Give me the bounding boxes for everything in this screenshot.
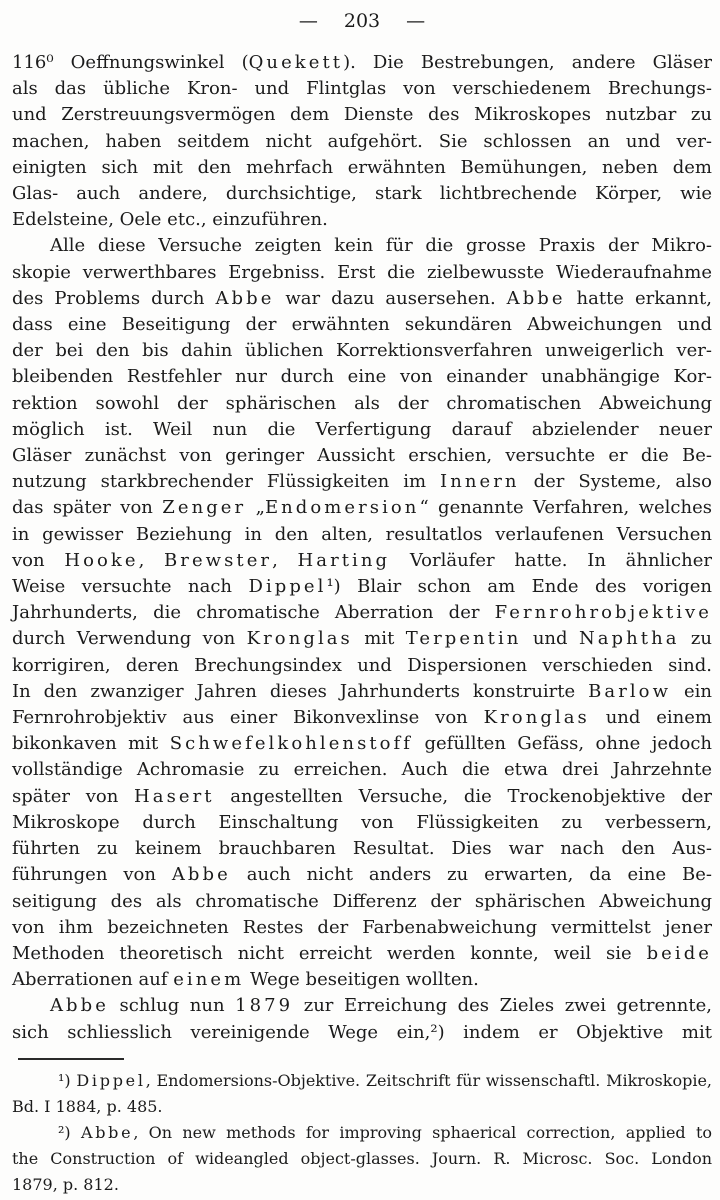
text-line (12, 810, 712, 836)
letterspaced-segment: Kronglas (246, 628, 353, 650)
text-segment: führten zu keinem brauchbaren Resultat. Dies war nach den Aus- (12, 838, 712, 860)
text-segment: bikonkaven mit (12, 733, 170, 755)
body-paragraph (12, 50, 712, 233)
text-segment: korrigiren, deren Brechungsindex und Dispersionen verschieden sind. (12, 654, 712, 676)
footnote (12, 1120, 712, 1198)
text-line (12, 1120, 712, 1146)
text-segment: und (521, 628, 579, 650)
text-line (12, 1068, 712, 1094)
text-line (12, 50, 712, 76)
text-line (12, 731, 712, 757)
text-segment: zu (679, 628, 712, 650)
letterspaced-segment: Abbe (80, 1122, 134, 1142)
text-segment: seitigung des als chromatische Differenz der sphärischen Abweichung (12, 890, 712, 912)
text-segment: von ihm bezeichneten Restes der Farbenabweichung vermittelst jener (12, 916, 712, 938)
letterspaced-segment: Abbe (506, 287, 566, 309)
text-line (12, 286, 712, 312)
text-segment: in gewisser Beziehung in den alten, resultatlos verlaufenen Versuchen (12, 523, 712, 545)
text-line (12, 233, 712, 259)
text-segment: rektion sowohl der sphärischen als der chromatischen Abweichung (12, 392, 712, 414)
text-segment: , On new methods for improving sphaerical correction, applied to (133, 1122, 713, 1142)
text-segment: Glas- auch andere, durchsichtige, stark lichtbrechende Körper, wie (12, 183, 712, 205)
text-segment: war dazu ausersehen. (274, 287, 507, 309)
letterspaced-segment: Quekett (248, 52, 344, 73)
page-header (12, 8, 712, 34)
text-segment: 116⁰ Oeffnungswinkel ( (12, 52, 249, 73)
letterspaced-segment: Harting (297, 549, 391, 571)
letterspaced-segment: Abbe (50, 995, 109, 1017)
letterspaced-segment: Hooke (64, 549, 139, 571)
header-dash-right: — (406, 10, 426, 32)
text-segment: nutzung starkbrechender Flüssigkeiten im (12, 471, 441, 493)
text-segment: machen, haben seitdem nicht aufgehört. Sie schlossen an und ver- (12, 130, 712, 152)
header-dash-left: — (298, 10, 318, 32)
text-segment: ²) (58, 1122, 81, 1142)
letterspaced-segment: Brewster (164, 549, 273, 571)
text-segment: „ (246, 497, 265, 519)
letterspaced-segment: einem (173, 969, 245, 991)
text-segment: des Problems durch (12, 287, 216, 309)
text-line (12, 181, 712, 207)
text-line (12, 129, 712, 155)
text-segment: Aberrationen auf (12, 969, 174, 991)
text-segment: , Endomersions-Objektive. Zeitschrift für wissenschaftl. Mikroskopie, (145, 1070, 713, 1090)
text-segment: der Systeme, also (519, 471, 712, 493)
letterspaced-segment: Fernrohrobjektive (494, 602, 712, 624)
text-segment: Weise versuchte nach (12, 576, 249, 598)
text-segment: Alle diese Versuche zeigten kein für die grosse Praxis der Mikro- (50, 235, 712, 257)
text-line (12, 102, 712, 128)
text-segment: Gläser zunächst von geringer Aussicht erschien, versuchte er die Be- (12, 445, 712, 467)
text-line (12, 967, 712, 993)
text-segment: In den zwanziger Jahren dieses Jahrhunderts konstruirte (12, 680, 589, 702)
text-line (12, 76, 712, 102)
text-line (12, 653, 712, 679)
text-line (12, 600, 712, 626)
text-line (12, 941, 712, 967)
text-segment: ein (671, 680, 712, 702)
text-segment: Bd. I 1884, p. 485. (12, 1096, 163, 1116)
letterspaced-segment: Hasert (134, 785, 215, 807)
text-segment: hatte erkannt, (565, 287, 712, 309)
text-segment: von (12, 549, 65, 571)
text-segment: später von (12, 785, 135, 807)
text-line (12, 626, 712, 652)
text-line (12, 364, 712, 390)
text-segment: das später von (12, 497, 163, 519)
letterspaced-segment: Dippel (76, 1070, 146, 1090)
text-line (12, 155, 712, 181)
text-segment: Mikroskope durch Einschaltung von Flüssigkeiten zu verbessern, (12, 811, 712, 833)
text-line (12, 1172, 712, 1198)
text-line (12, 338, 712, 364)
text-line (12, 443, 712, 469)
body-paragraph (12, 233, 712, 993)
text-segment: ). Die Bestrebungen, andere Gläser (343, 52, 712, 73)
text-line (12, 1094, 712, 1120)
text-segment: bleibenden Restfehler nur durch eine von einander unabhängige Kor- (12, 366, 712, 388)
letterspaced-segment: Terpentin (405, 628, 522, 650)
letterspaced-segment: Abbe (215, 287, 275, 309)
text-line (12, 705, 712, 731)
text-segment: der bei den bis dahin üblichen Korrektionsverfahren unweigerlich ver- (12, 340, 712, 362)
text-segment: möglich ist. Weil nun die Verfertigung darauf abzielender neuer (12, 418, 712, 440)
letterspaced-segment: Endomersion (264, 497, 420, 519)
text-segment: auch nicht anders zu erwarten, da eine Be- (230, 864, 713, 886)
text-segment: als das übliche Kron- und Flintglas von verschiedenem Brechungs- (12, 78, 712, 100)
letterspaced-segment: beide (646, 942, 712, 964)
text-line (12, 260, 712, 286)
text-segment: Edelsteine, Oele etc., einzuführen. (12, 209, 328, 231)
letterspaced-segment: Schwefelkohlenstoff (169, 733, 413, 755)
text-segment: skopie verwerthbares Ergebniss. Erst die zielbewusste Wiederaufnahme (12, 261, 712, 283)
text-line (12, 495, 712, 521)
letterspaced-segment: Abbe (171, 864, 231, 886)
text-line (12, 862, 712, 888)
letterspaced-segment: Barlow (588, 680, 672, 702)
text-line (12, 391, 712, 417)
text-segment: the Construction of wideangled object-glasses. Journ. R. Microsc. Soc. London (12, 1148, 712, 1168)
text-line (12, 1146, 712, 1172)
text-segment: , (138, 549, 164, 571)
letterspaced-segment: 1879 (235, 995, 294, 1017)
footnote (12, 1068, 712, 1120)
letterspaced-segment: Dippel (248, 576, 327, 598)
text-segment: dass eine Beseitigung der erwähnten sekundären Abweichungen und (12, 314, 712, 336)
text-segment: und Zerstreuungsvermögen dem Dienste des Mikroskopes nutzbar zu (12, 104, 712, 126)
letterspaced-segment: Zenger (162, 497, 247, 519)
text-segment: mit (352, 628, 406, 650)
text-segment: Fernrohrobjektiv aus einer Bikonvexlinse von (12, 707, 484, 729)
text-segment: Jahrhunderts, die chromatische Aberration der (12, 602, 495, 624)
text-line (12, 548, 712, 574)
text-segment: führungen von (12, 864, 172, 886)
letterspaced-segment: Innern (440, 471, 520, 493)
text-segment: Methoden theoretisch nicht erreicht werden konnte, weil sie (12, 942, 647, 964)
text-segment: zur Erreichung des Zieles zwei getrennte, (293, 995, 712, 1017)
text-line (12, 889, 712, 915)
text-segment: ¹) (58, 1070, 77, 1090)
footnotes (12, 1068, 712, 1198)
text-line (12, 915, 712, 941)
text-line (12, 207, 712, 233)
text-segment: ¹) Blair schon am Ende des vorigen (326, 576, 712, 598)
text-segment: durch Verwendung von (12, 628, 247, 650)
text-line (12, 836, 712, 862)
text-line (12, 312, 712, 338)
text-line (12, 469, 712, 495)
text-segment: einigten sich mit den mehrfach erwähnten Bemühungen, neben dem (12, 156, 712, 178)
letterspaced-segment: Naphtha (578, 628, 680, 650)
text-line (12, 1020, 712, 1046)
text-line (12, 574, 712, 600)
text-line (12, 757, 712, 783)
letterspaced-segment: Kronglas (483, 707, 590, 729)
text-segment: Vorläufer hatte. In ähnlicher (390, 549, 712, 571)
text-line (12, 522, 712, 548)
text-segment: sich schliesslich vereinigende Wege ein,²) indem er Objektive mit (12, 1021, 712, 1043)
text-segment: angestellten Versuche, die Trockenobjektive der (214, 785, 712, 807)
text-segment: und einem (589, 707, 712, 729)
text-line (12, 679, 712, 705)
footnote-separator (18, 1058, 124, 1060)
text-line (12, 784, 712, 810)
text-line (12, 993, 712, 1019)
text-segment: gefüllten Gefäss, ohne jedoch (413, 733, 713, 755)
body-paragraph (12, 993, 712, 1045)
body-text (12, 50, 712, 1046)
page-number: 203 (343, 10, 381, 32)
text-segment: Wege beseitigen wollten. (244, 969, 479, 991)
text-segment: 1879, p. 812. (12, 1174, 119, 1194)
text-line (12, 417, 712, 443)
text-segment: , (272, 549, 298, 571)
text-segment: schlug nun (108, 995, 236, 1017)
text-segment: vollständige Achromasie zu erreichen. Auch die etwa drei Jahrzehnte (12, 759, 712, 781)
text-segment: “ genannte Verfahren, welches (419, 497, 712, 519)
